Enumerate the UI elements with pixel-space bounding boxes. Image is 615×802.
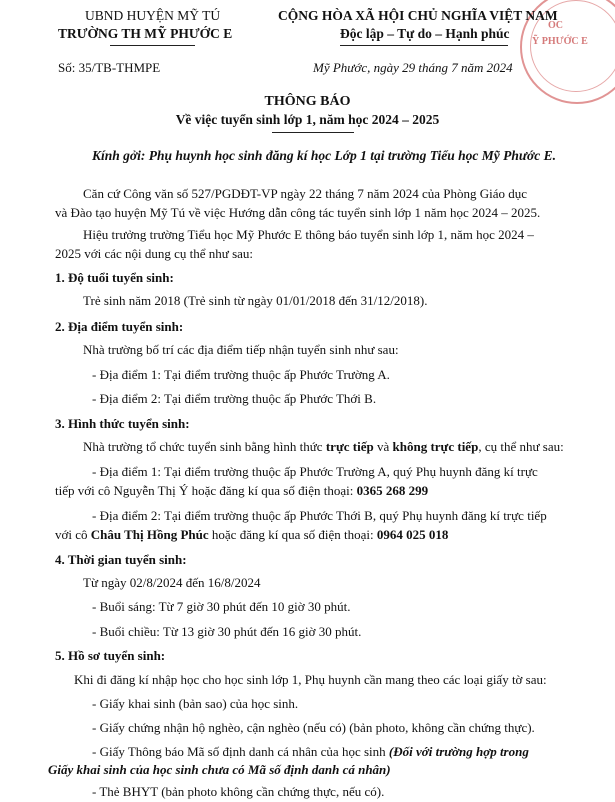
section-2-text: Nhà trường bố trí các địa điểm tiếp nhận tuyển sinh như sau:	[83, 342, 399, 357]
header-left-school: TRƯỜNG TH MỸ PHƯỚC E	[58, 26, 233, 41]
section-3-item-2-line1: - Địa điểm 2: Tại điểm trường thuộc ấp Phước Thới B, quý Phụ huynh đăng kí trực tiếp	[92, 508, 547, 523]
section-3-item-2-line2: với cô Châu Thị Hồng Phúc hoặc đăng kí qua số điện thoại: 0964 025 018	[55, 527, 449, 542]
title-rule	[272, 132, 354, 133]
contact-name-2: Châu Thị Hồng Phúc	[90, 527, 209, 542]
section-5-item-3-line2: Giấy khai sinh của học sinh chưa có Mã số định danh cá nhân)	[48, 762, 391, 777]
section-4-item-1: - Buổi sáng: Từ 7 giờ 30 phút đến 10 giờ 30 phút.	[92, 599, 351, 614]
header-right-motto: Độc lập – Tự do – Hạnh phúc	[340, 26, 510, 41]
section-1-heading: 1. Độ tuổi tuyển sinh:	[55, 270, 174, 285]
intro-p2-line2: 2025 với các nội dung cụ thể như sau:	[55, 246, 254, 261]
section-5-text: Khi đi đăng kí nhập học cho học sinh lớp 1, Phụ huynh cần mang theo các loại giấy tờ sau:	[74, 672, 547, 687]
intro-p1-line1: Căn cứ Công văn số 527/PGDĐT-VP ngày 22 tháng 7 năm 2024 của Phòng Giáo dục	[83, 186, 528, 201]
header-left-rule	[110, 45, 195, 46]
section-3-item-1-line1: - Địa điểm 1: Tại điểm trường thuộc ấp Phước Trường A, quý Phụ huynh đăng kí trực	[92, 464, 538, 479]
header-right-nation: CỘNG HÒA XÃ HỘI CHỦ NGHĨA VIỆT NAM	[278, 8, 558, 23]
doc-number: Số: 35/TB-THMPE	[58, 60, 161, 75]
stamp-text-1: OC	[548, 20, 563, 31]
section-5-heading: 5. Hồ sơ tuyển sinh:	[55, 648, 166, 663]
header-left-agency: UBND HUYỆN MỸ TÚ	[85, 8, 221, 23]
section-1-text: Trẻ sinh năm 2018 (Trẻ sinh từ ngày 01/01/2018 đến 31/12/2018).	[83, 293, 428, 308]
section-5-item-3-line1: - Giấy Thông báo Mã số định danh cá nhân của học sinh (Đối với trường hợp trong	[92, 744, 529, 759]
section-4-item-2: - Buổi chiều: Từ 13 giờ 30 phút đến 16 giờ 30 phút.	[92, 624, 362, 639]
phone-1: 0365 268 299	[356, 483, 429, 498]
doc-subtitle: Về việc tuyển sinh lớp 1, năm học 2024 – 2025	[175, 112, 440, 127]
section-5-item-2: - Giấy chứng nhận hộ nghèo, cận nghèo (nếu có) (bản photo, không cần chứng thực).	[92, 720, 535, 735]
section-3-heading: 3. Hình thức tuyển sinh:	[55, 416, 190, 431]
section-4-text: Từ ngày 02/8/2024 đến 16/8/2024	[83, 575, 261, 590]
section-2-heading: 2. Địa điểm tuyển sinh:	[55, 319, 184, 334]
phone-2: 0964 025 018	[376, 527, 449, 542]
section-5-item-1: - Giấy khai sinh (bản sao) của học sinh.	[92, 696, 299, 711]
section-3-text: Nhà trường tổ chức tuyển sinh bằng hình thức trực tiếp và không trực tiếp, cụ thể như sau:	[83, 439, 564, 454]
header-right-rule	[340, 45, 508, 46]
intro-p1-line2: và Đào tạo huyện Mỹ Tú về việc Hướng dẫn công tác tuyển sinh lớp 1 năm học 2024 – 2025.	[55, 205, 541, 220]
section-4-heading: 4. Thời gian tuyển sinh:	[55, 552, 187, 567]
doc-title: THÔNG BÁO	[264, 94, 351, 109]
salutation: Kính gởi: Phụ huynh học sinh đăng kí học Lớp 1 tại trường Tiểu học Mỹ Phước E.	[92, 148, 556, 163]
section-3-item-1-line2: tiếp với cô Nguyễn Thị Ý hoặc đăng kí qua số điện thoại: 0365 268 299	[55, 483, 429, 498]
section-2-item-2: - Địa điểm 2: Tại điểm trường thuộc ấp Phước Thới B.	[92, 391, 377, 406]
place-date: Mỹ Phước, ngày 29 tháng 7 năm 2024	[313, 60, 513, 75]
section-5-item-4: - Thẻ BHYT (bản photo không cần chứng thực, nếu có).	[92, 784, 385, 799]
intro-p2-line1: Hiệu trưởng trường Tiểu học Mỹ Phước E thông báo tuyển sinh lớp 1, năm học 2024 –	[83, 227, 534, 242]
stamp-text-2: Ỹ PHƯỚC E	[532, 36, 588, 47]
section-2-item-1: - Địa điểm 1: Tại điểm trường thuộc ấp Phước Trường A.	[92, 367, 390, 382]
